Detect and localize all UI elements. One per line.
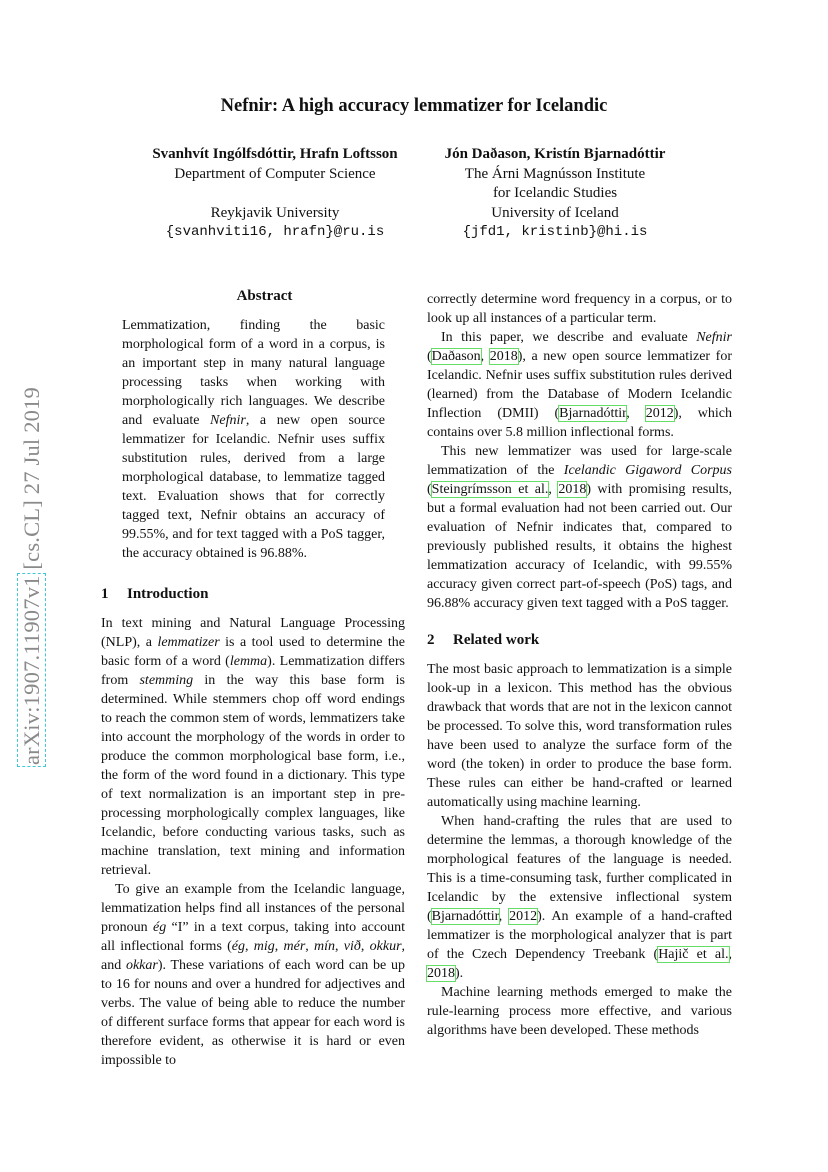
arxiv-stamp [14, 376, 50, 776]
author-email-1: {svanhviti16, hrafn}@ru.is [165, 224, 385, 240]
citation-bjarnadottir-2-link[interactable]: Bjarnadóttir [431, 909, 499, 924]
citation-bjarnadottir-year-link[interactable]: 2012 [645, 406, 674, 421]
abstract-body: Lemmatization, finding the basic morphological form of a word in a corpus, is an important step in many natural language processing tasks when working with morphologically rich languages. We describe and evaluate Nefnir, a new open source lemmatizer for Icelandic. Nefnir uses suffix substitution rules, derived from a large morphological database, to lemmatize tagged text. Evaluation shows that for correctly tagged text, Nefnir obtains an accuracy of 99.55%, and for text tagged with a PoS tagger, the accuracy obtained is 96.88%. [122, 318, 385, 561]
citation-steingrimsson-link[interactable]: Steingrímsson et al. [431, 482, 549, 497]
intro-paragraph-3: In this paper, we describe and evaluate Nefnir (Daðason, 2018), a new open source lemmatizer for Icelandic. Nefnir uses suffix substitution rules derived (learned) from the Database of Modern Icelandic Inflection (DMII) (Bjarnadóttir, 2012), which contains over 5.8 million inflectional forms. [427, 330, 733, 440]
paper-title: Nefnir: A high accuracy lemmatizer for Icelandic [220, 96, 608, 116]
citation-dadason-year-link[interactable]: 2018 [489, 349, 518, 364]
related-paragraph-1: The most basic approach to lemmatization is a simple look-up in a lexicon. This method has the obvious drawback that words that are not in the lexicon cannot be processed. To solve this, word transformation rules have been used to analyze the surface form of the word (the token) in order to produce the base form. These rules can either be hand-crafted or learned automatically using machine learning. [427, 662, 732, 810]
author-affiliation-1-line-1: Department of Computer Science [174, 165, 376, 182]
citation-hajic-year-link[interactable]: 2018 [427, 966, 455, 981]
section-1-heading: 1 Introduction [101, 586, 209, 602]
author-block-2 [425, 145, 685, 243]
left-column-body [101, 614, 405, 1070]
arxiv-category: [cs.CL] [19, 500, 44, 570]
citation-bjarnadottir-2-year-link[interactable]: 2012 [509, 909, 538, 924]
author-affiliation-2-line-1: The Árni Magnússon Institute [464, 165, 646, 182]
author-names-1: Svanhvít Ingólfsdóttir, Hrafn Loftsson [152, 146, 398, 162]
author-names-2: Jón Daðason, Kristín Bjarnadóttir [444, 146, 666, 162]
author-email-2: {jfd1, kristinb}@hi.is [462, 224, 648, 240]
author-affiliation-2-line-2: for Icelandic Studies [492, 185, 618, 201]
author-block-1 [130, 145, 420, 243]
arxiv-id-link[interactable]: arXiv:1907.11907v1 [19, 575, 44, 766]
author-affiliation-1-line-2 [130, 184, 420, 204]
author-affiliation-1-line-3: Reykjavik University [210, 204, 340, 221]
abstract-heading: Abstract [236, 288, 293, 304]
related-paragraph-2: When hand-crafting the rules that are used to determine the lemmas, a thorough knowledge of the morphological features of the language is needed. This is a time-consuming task, further complicated in Icelandic by the extensive inflectional system (Bjarnadóttir, 2012). An example of a hand-crafted lemmatizer is the morphological analyzer that is part of the Czech Dependency Treebank (Hajič et al., 2018). [427, 814, 733, 981]
intro-paragraph-2: To give an example from the Icelandic language, lemmatization helps find all instances of the personal pronoun ég “I” in a text corpus, taking into account all inflectional forms (ég, mig, mér, mín, við, okkur, and okkar). These variations of each word can be up to 16 for nouns and over a hundred for adjectives and verbs. The value of being able to reduce the number of different surface forms that appear for each word is therefore evident, as otherwise it is hard or even impossible to [101, 882, 406, 1068]
citation-dadason-link[interactable]: Daðason [431, 349, 481, 364]
citation-steingrimsson-year-link[interactable]: 2018 [558, 482, 587, 497]
intro-paragraph-4: This new lemmatizer was used for large-scale lemmatization of the Icelandic Gigaword Corpus (Steingrímsson et al., 2018) with promising results, but a formal evaluation had not been carried out. Our evaluation of Nefnir indicates that, compared to previously published results, it obtains the highest lemmatization accuracy of Icelandic, with 99.55% accuracy given correct part-of-speech (PoS) tags, and 96.88% accuracy given text tagged with a PoS tagger. [427, 444, 733, 611]
related-paragraph-3: Machine learning methods emerged to make the rule-learning process more effective, and various algorithms have been developed. These methods [427, 985, 732, 1038]
citation-bjarnadottir-link[interactable]: Bjarnadóttir [559, 406, 627, 421]
author-affiliation-2-line-3: University of Iceland [491, 204, 619, 221]
arxiv-date: 27 Jul 2019 [19, 387, 44, 495]
intro-paragraph-1: In text mining and Natural Language Processing (NLP), a lemmatizer is a tool used to determine the basic form of a word (lemma). Lemmatization differs from stemming in the way this base form is determined. While stemmers chop off word endings to reach the common stem of words, lemmatizers take into account the morphology of the words in order to produce the common morphological base form, i.e., the form of the word found in a dictionary. This type of text normalization is an important step in pre-processing morphologically complex languages, like Icelandic, before conducting various tasks, such as machine translation, text mining and information retrieval. [101, 616, 405, 878]
citation-hajic-link[interactable]: Hajič et al. [658, 947, 729, 962]
right-column-body [427, 290, 732, 1040]
intro-continuation: correctly determine word frequency in a corpus, or to look up all instances of a particular term. [427, 292, 732, 326]
section-2-heading: 2 Related work [427, 632, 540, 648]
